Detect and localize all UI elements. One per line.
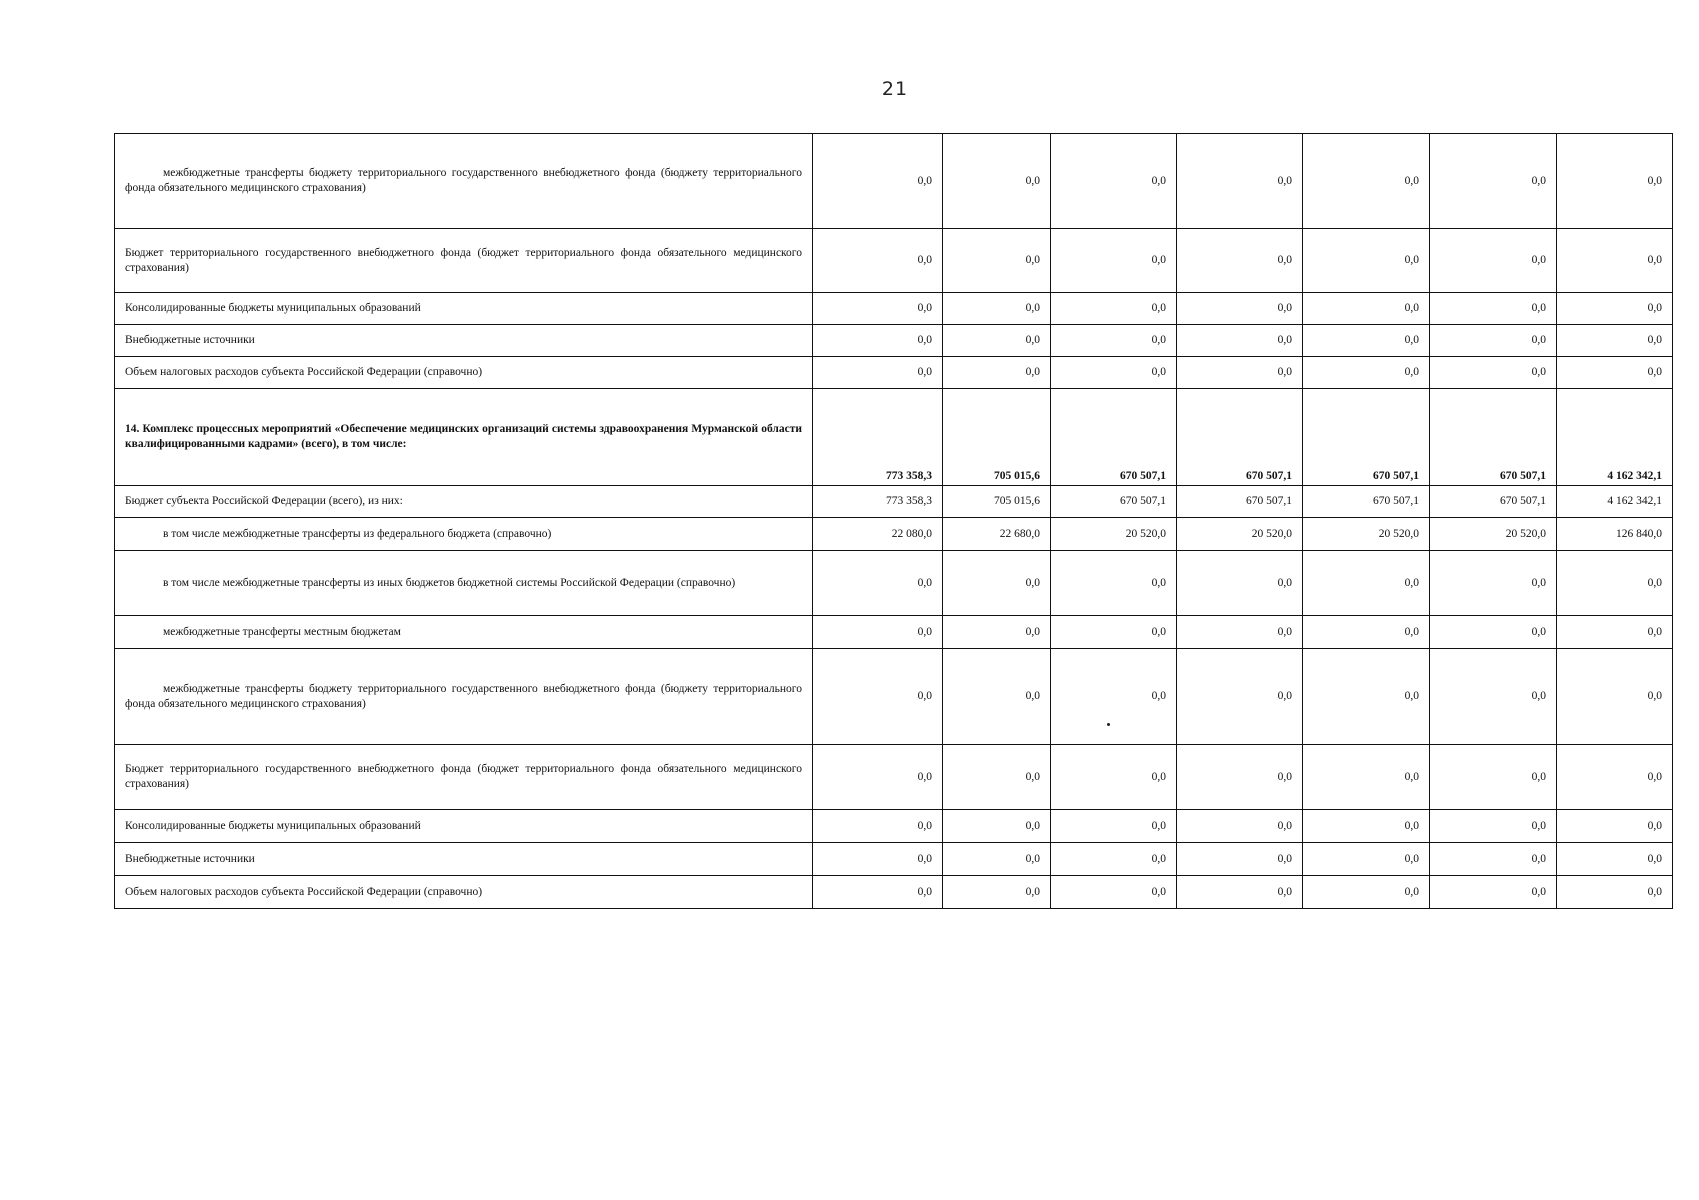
value-cell: 670 507,1 — [1303, 389, 1430, 486]
table-row — [115, 810, 1673, 843]
row-label: межбюджетные трансферты бюджету территориального государственного внебюджетного фонда (бюджету территориального фонда обязательного медицинского страхования) — [115, 649, 813, 745]
value-cell: 0,0 — [1557, 843, 1673, 876]
value-cell: 4 162 342,1 — [1557, 486, 1673, 518]
value-cell: 0,0 — [943, 810, 1051, 843]
table-row — [115, 325, 1673, 357]
value-cell: 20 520,0 — [1430, 518, 1557, 551]
value-cell: 20 520,0 — [1303, 518, 1430, 551]
value-cell: 0,0 — [1430, 229, 1557, 293]
row-label: Объем налоговых расходов субъекта Российской Федерации (справочно) — [115, 357, 813, 389]
value-cell: 0,0 — [1177, 325, 1303, 357]
value-cell: 0,0 — [1177, 357, 1303, 389]
value-cell: 20 520,0 — [1051, 518, 1177, 551]
value-cell: 0,0 — [813, 293, 943, 325]
value-cell: 0,0 — [1303, 229, 1430, 293]
value-cell: 0,0 — [1430, 616, 1557, 649]
table-row — [115, 616, 1673, 649]
value-cell: 0,0 — [1051, 357, 1177, 389]
value-cell: 0,0 — [1303, 616, 1430, 649]
value-cell: 670 507,1 — [1430, 389, 1557, 486]
value-cell: 0,0 — [1051, 745, 1177, 810]
value-cell: 0,0 — [1430, 810, 1557, 843]
row-label: Внебюджетные источники — [115, 843, 813, 876]
value-cell: 0,0 — [943, 357, 1051, 389]
budget-table — [114, 133, 1673, 909]
value-cell: 670 507,1 — [1051, 486, 1177, 518]
value-cell: 0,0 — [813, 357, 943, 389]
value-cell: 0,0 — [1303, 357, 1430, 389]
value-cell: 0,0 — [1177, 843, 1303, 876]
value-cell: 0,0 — [1430, 325, 1557, 357]
value-cell: 0,0 — [1303, 745, 1430, 810]
page-number: 21 — [881, 78, 909, 100]
table-row — [115, 293, 1673, 325]
value-cell: 126 840,0 — [1557, 518, 1673, 551]
value-cell: 0,0 — [1557, 357, 1673, 389]
value-cell: 0,0 — [943, 229, 1051, 293]
value-cell: 0,0 — [813, 325, 943, 357]
value-cell: 0,0 — [1303, 843, 1430, 876]
value-cell: 0,0 — [813, 616, 943, 649]
row-label: 14. Комплекс процессных мероприятий «Обеспечение медицинских организаций системы здравоохранения Мурманской области квалифицированными кадрами» (всего), в том числе: — [115, 389, 813, 486]
value-cell: 0,0 — [943, 745, 1051, 810]
value-cell: 0,0 — [1557, 229, 1673, 293]
row-label: Объем налоговых расходов субъекта Российской Федерации (справочно) — [115, 876, 813, 909]
table-row — [115, 229, 1673, 293]
value-cell: 0,0 — [1051, 293, 1177, 325]
value-cell: 0,0 — [1051, 616, 1177, 649]
row-label: межбюджетные трансферты бюджету территориального государственного внебюджетного фонда (бюджету территориального фонда обязательного медицинского страхования) — [115, 134, 813, 229]
value-cell: 0,0 — [813, 810, 943, 843]
value-cell: 0,0 — [1557, 293, 1673, 325]
value-cell: 0,0 — [1177, 293, 1303, 325]
table-row — [115, 876, 1673, 909]
value-cell: 0,0 — [943, 325, 1051, 357]
value-cell: 0,0 — [943, 134, 1051, 229]
value-cell: 22 080,0 — [813, 518, 943, 551]
value-cell: 0,0 — [1430, 134, 1557, 229]
value-cell: 0,0 — [1303, 551, 1430, 616]
scan-dot-mark — [1107, 723, 1110, 726]
value-cell: 0,0 — [943, 293, 1051, 325]
value-cell: 0,0 — [813, 745, 943, 810]
row-label: Консолидированные бюджеты муниципальных образований — [115, 810, 813, 843]
value-cell: 773 358,3 — [813, 486, 943, 518]
value-cell: 0,0 — [1557, 616, 1673, 649]
table-row — [115, 518, 1673, 551]
row-label: Консолидированные бюджеты муниципальных образований — [115, 293, 813, 325]
value-cell: 0,0 — [1051, 843, 1177, 876]
value-cell: 0,0 — [1303, 810, 1430, 843]
value-cell: 0,0 — [1557, 551, 1673, 616]
value-cell: 670 507,1 — [1303, 486, 1430, 518]
value-cell: 0,0 — [943, 649, 1051, 745]
value-cell: 0,0 — [813, 876, 943, 909]
value-cell: 0,0 — [1303, 876, 1430, 909]
table-row — [115, 357, 1673, 389]
table-row — [115, 389, 1673, 486]
value-cell: 705 015,6 — [943, 486, 1051, 518]
value-cell: 0,0 — [1177, 134, 1303, 229]
value-cell: 0,0 — [1051, 134, 1177, 229]
value-cell: 705 015,6 — [943, 389, 1051, 486]
value-cell: 22 680,0 — [943, 518, 1051, 551]
value-cell: 0,0 — [1177, 876, 1303, 909]
table-row — [115, 843, 1673, 876]
value-cell: 0,0 — [1303, 293, 1430, 325]
value-cell: 0,0 — [1430, 293, 1557, 325]
value-cell: 0,0 — [1430, 876, 1557, 909]
value-cell: 0,0 — [1177, 551, 1303, 616]
value-cell: 0,0 — [1051, 551, 1177, 616]
table-row — [115, 745, 1673, 810]
table-row — [115, 649, 1673, 745]
value-cell: 0,0 — [1051, 649, 1177, 745]
value-cell: 0,0 — [1430, 649, 1557, 745]
value-cell: 0,0 — [1557, 745, 1673, 810]
table-row — [115, 486, 1673, 518]
value-cell: 0,0 — [943, 876, 1051, 909]
value-cell: 0,0 — [813, 649, 943, 745]
value-cell: 670 507,1 — [1430, 486, 1557, 518]
row-label: Бюджет субъекта Российской Федерации (всего), из них: — [115, 486, 813, 518]
table-row — [115, 551, 1673, 616]
value-cell: 670 507,1 — [1051, 389, 1177, 486]
value-cell: 0,0 — [1177, 810, 1303, 843]
value-cell: 0,0 — [1557, 134, 1673, 229]
row-label: Внебюджетные источники — [115, 325, 813, 357]
value-cell: 0,0 — [1430, 843, 1557, 876]
value-cell: 4 162 342,1 — [1557, 389, 1673, 486]
value-cell: 0,0 — [1177, 229, 1303, 293]
row-label: Бюджет территориального государственного внебюджетного фонда (бюджет территориального фонда обязательного медицинского страхования) — [115, 229, 813, 293]
value-cell: 670 507,1 — [1177, 389, 1303, 486]
value-cell: 0,0 — [1303, 325, 1430, 357]
value-cell: 0,0 — [1303, 649, 1430, 745]
value-cell: 0,0 — [1557, 649, 1673, 745]
value-cell: 0,0 — [1177, 745, 1303, 810]
value-cell: 0,0 — [943, 843, 1051, 876]
value-cell: 0,0 — [943, 551, 1051, 616]
value-cell: 20 520,0 — [1177, 518, 1303, 551]
table-row — [115, 134, 1673, 229]
row-label: в том числе межбюджетные трансферты из иных бюджетов бюджетной системы Российской Федерации (справочно) — [115, 551, 813, 616]
value-cell: 0,0 — [1303, 134, 1430, 229]
value-cell: 0,0 — [1177, 616, 1303, 649]
value-cell: 0,0 — [1051, 876, 1177, 909]
value-cell: 0,0 — [1557, 325, 1673, 357]
value-cell: 0,0 — [813, 843, 943, 876]
row-label: межбюджетные трансферты местным бюджетам — [115, 616, 813, 649]
value-cell: 0,0 — [1557, 810, 1673, 843]
row-label: в том числе межбюджетные трансферты из федерального бюджета (справочно) — [115, 518, 813, 551]
value-cell: 0,0 — [1557, 876, 1673, 909]
value-cell: 0,0 — [1430, 745, 1557, 810]
value-cell: 0,0 — [1051, 325, 1177, 357]
value-cell: 0,0 — [1430, 551, 1557, 616]
row-label: Бюджет территориального государственного внебюджетного фонда (бюджет территориального фонда обязательного медицинского страхования) — [115, 745, 813, 810]
value-cell: 670 507,1 — [1177, 486, 1303, 518]
value-cell: 0,0 — [1430, 357, 1557, 389]
value-cell: 0,0 — [1177, 649, 1303, 745]
value-cell: 773 358,3 — [813, 389, 943, 486]
value-cell: 0,0 — [1051, 229, 1177, 293]
value-cell: 0,0 — [1051, 810, 1177, 843]
value-cell: 0,0 — [813, 134, 943, 229]
value-cell: 0,0 — [813, 229, 943, 293]
value-cell: 0,0 — [943, 616, 1051, 649]
value-cell: 0,0 — [813, 551, 943, 616]
